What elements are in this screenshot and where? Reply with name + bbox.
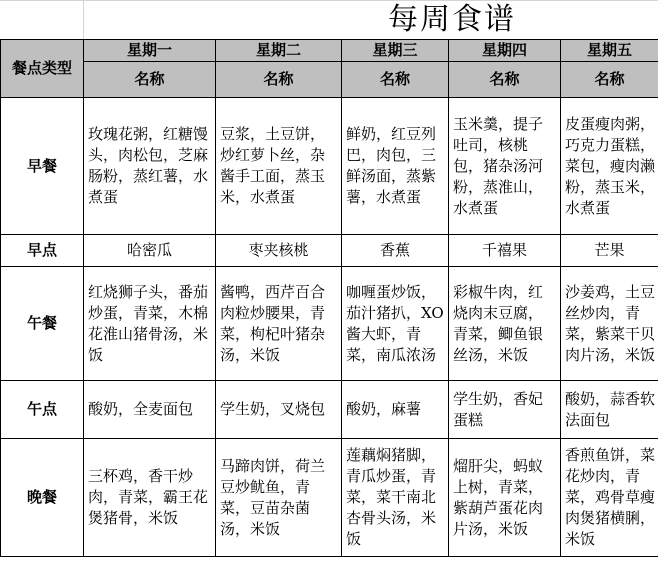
menu-cell: 马蹄肉饼，荷兰豆炒鱿鱼，青菜，豆苗杂菌汤，米饭 — [216, 439, 342, 557]
meal-label: 午餐 — [1, 267, 84, 381]
menu-cell: 芒果 — [561, 235, 658, 267]
day-header-fri: 星期五 — [561, 40, 658, 62]
menu-cell: 千禧果 — [449, 235, 561, 267]
name-label: 名称 — [216, 62, 342, 98]
day-header-thu: 星期四 — [449, 40, 561, 62]
menu-cell: 酸奶，蒜香软法面包 — [561, 381, 658, 439]
meal-label: 早点 — [1, 235, 84, 267]
menu-cell: 沙姜鸡，土豆丝炒肉，青菜，紫菜干贝肉片汤，米饭 — [561, 267, 658, 381]
menu-cell: 咖喱蛋炒饭，茄汁猪扒，XO酱大虾，青菜，南瓜浓汤 — [342, 267, 449, 381]
menu-cell: 熘肝尖，蚂蚁上树，青菜，紫葫芦蛋花肉片汤，米饭 — [449, 439, 561, 557]
table-row — [1, 381, 658, 439]
menu-cell: 三杯鸡，香干炒肉，青菜，霸王花煲猪骨，米饭 — [84, 439, 216, 557]
table-row — [1, 98, 658, 235]
name-label: 名称 — [342, 62, 449, 98]
menu-cell: 彩椒牛肉，红烧肉末豆腐，青菜，鲫鱼银丝汤，米饭 — [449, 267, 561, 381]
menu-cell: 红烧狮子头，番茄炒蛋，青菜，木棉花淮山猪骨汤，米饭 — [84, 267, 216, 381]
name-label: 名称 — [84, 62, 216, 98]
table-row — [1, 235, 658, 267]
day-header-mon: 星期一 — [84, 40, 216, 62]
menu-cell: 鲜奶，红豆列巴，肉包，三鲜汤面，蒸紫薯，水煮蛋 — [342, 98, 449, 235]
gridline — [83, 0, 84, 40]
menu-cell: 酸奶，全麦面包 — [84, 381, 216, 439]
menu-cell: 皮蛋瘦肉粥，巧克力蛋糕，菜包，瘦肉濑粉，蒸玉米，水煮蛋 — [561, 98, 658, 235]
menu-cell: 学生奶，叉烧包 — [216, 381, 342, 439]
menu-cell: 酸奶，麻薯 — [342, 381, 449, 439]
menu-cell: 莲藕焖猪脚，青瓜炒蛋，青菜，菜干南北杏骨头汤，米饭 — [342, 439, 449, 557]
menu-cell: 玫瑰花粥，红糖馒头，肉松包，芝麻肠粉，蒸红薯，水煮蛋 — [84, 98, 216, 235]
day-header-tue: 星期二 — [216, 40, 342, 62]
menu-cell: 玉米羹，提子吐司，核桃包，猪杂汤河粉，蒸淮山，水煮蛋 — [449, 98, 561, 235]
meal-label: 晚餐 — [1, 439, 84, 557]
menu-cell: 哈密瓜 — [84, 235, 216, 267]
meal-label: 早餐 — [1, 98, 84, 235]
gridline — [0, 0, 658, 1]
table-row — [1, 267, 658, 381]
menu-cell: 学生奶，香妃蛋糕 — [449, 381, 561, 439]
menu-cell: 枣夹核桃 — [216, 235, 342, 267]
menu-cell: 豆浆，土豆饼，炒红萝卜丝，杂酱手工面，蒸玉米，水煮蛋 — [216, 98, 342, 235]
name-label: 名称 — [449, 62, 561, 98]
day-header-wed: 星期三 — [342, 40, 449, 62]
meal-type-header: 餐点类型 — [1, 40, 84, 98]
meal-label: 午点 — [1, 381, 84, 439]
menu-cell: 酱鸭，西芹百合肉粒炒腰果，青菜，枸杞叶猪杂汤，米饭 — [216, 267, 342, 381]
menu-cell: 香蕉 — [342, 235, 449, 267]
page-title: 每周食谱 — [388, 2, 516, 37]
menu-cell: 香煎鱼饼，菜花炒肉，青菜，鸡骨草瘦肉煲猪横脷，米饭 — [561, 439, 658, 557]
name-label: 名称 — [561, 62, 658, 98]
table-row — [1, 439, 658, 557]
weekly-menu-table — [0, 39, 658, 557]
